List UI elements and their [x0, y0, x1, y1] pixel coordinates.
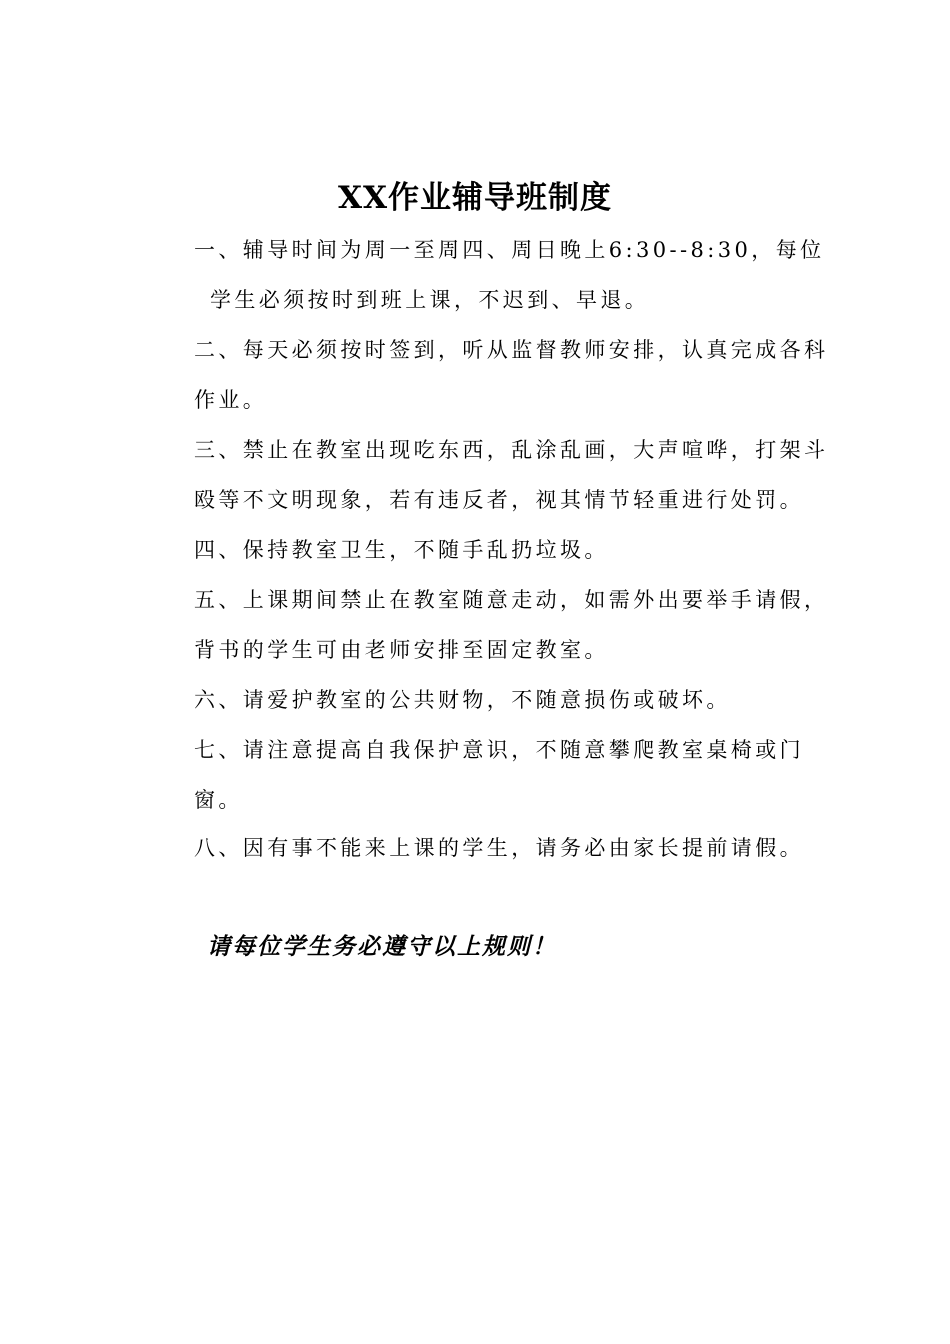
rule-7-line-1: 七、请注意提高自我保护意识，不随意攀爬教室桌椅或门 [194, 738, 804, 762]
rule-2-line-1: 二、每天必须按时签到，听从监督教师安排，认真完成各科 [194, 338, 829, 362]
document-title: XX作业辅导班制度 [337, 180, 613, 216]
rule-2-line-2: 作业。 [194, 388, 268, 412]
rule-7-line-2: 窗。 [194, 788, 243, 812]
rule-3-line-2: 殴等不文明现象，若有违反者，视其情节轻重进行处罚。 [194, 488, 804, 512]
rule-6-line-1: 六、请爱护教室的公共财物，不随意损伤或破坏。 [194, 688, 731, 712]
rule-4-line-1: 四、保持教室卫生，不随手乱扔垃圾。 [194, 538, 609, 562]
rule-1-line-1: 一、辅导时间为周一至周四、周日晚上6:30--8:30，每位 [194, 238, 825, 262]
rule-3-line-1: 三、禁止在教室出现吃东西，乱涂乱画，大声喧哗，打架斗 [194, 438, 829, 462]
rule-1-line-2: 学生必须按时到班上课，不迟到、早退。 [210, 288, 650, 312]
closing-statement: 请每位学生务必遵守以上规则！ [207, 933, 557, 960]
rule-8-line-1: 八、因有事不能来上课的学生，请务必由家长提前请假。 [194, 836, 804, 860]
rule-5-line-2: 背书的学生可由老师安排至固定教室。 [194, 638, 609, 662]
rule-5-line-1: 五、上课期间禁止在教室随意走动，如需外出要举手请假， [194, 588, 829, 612]
